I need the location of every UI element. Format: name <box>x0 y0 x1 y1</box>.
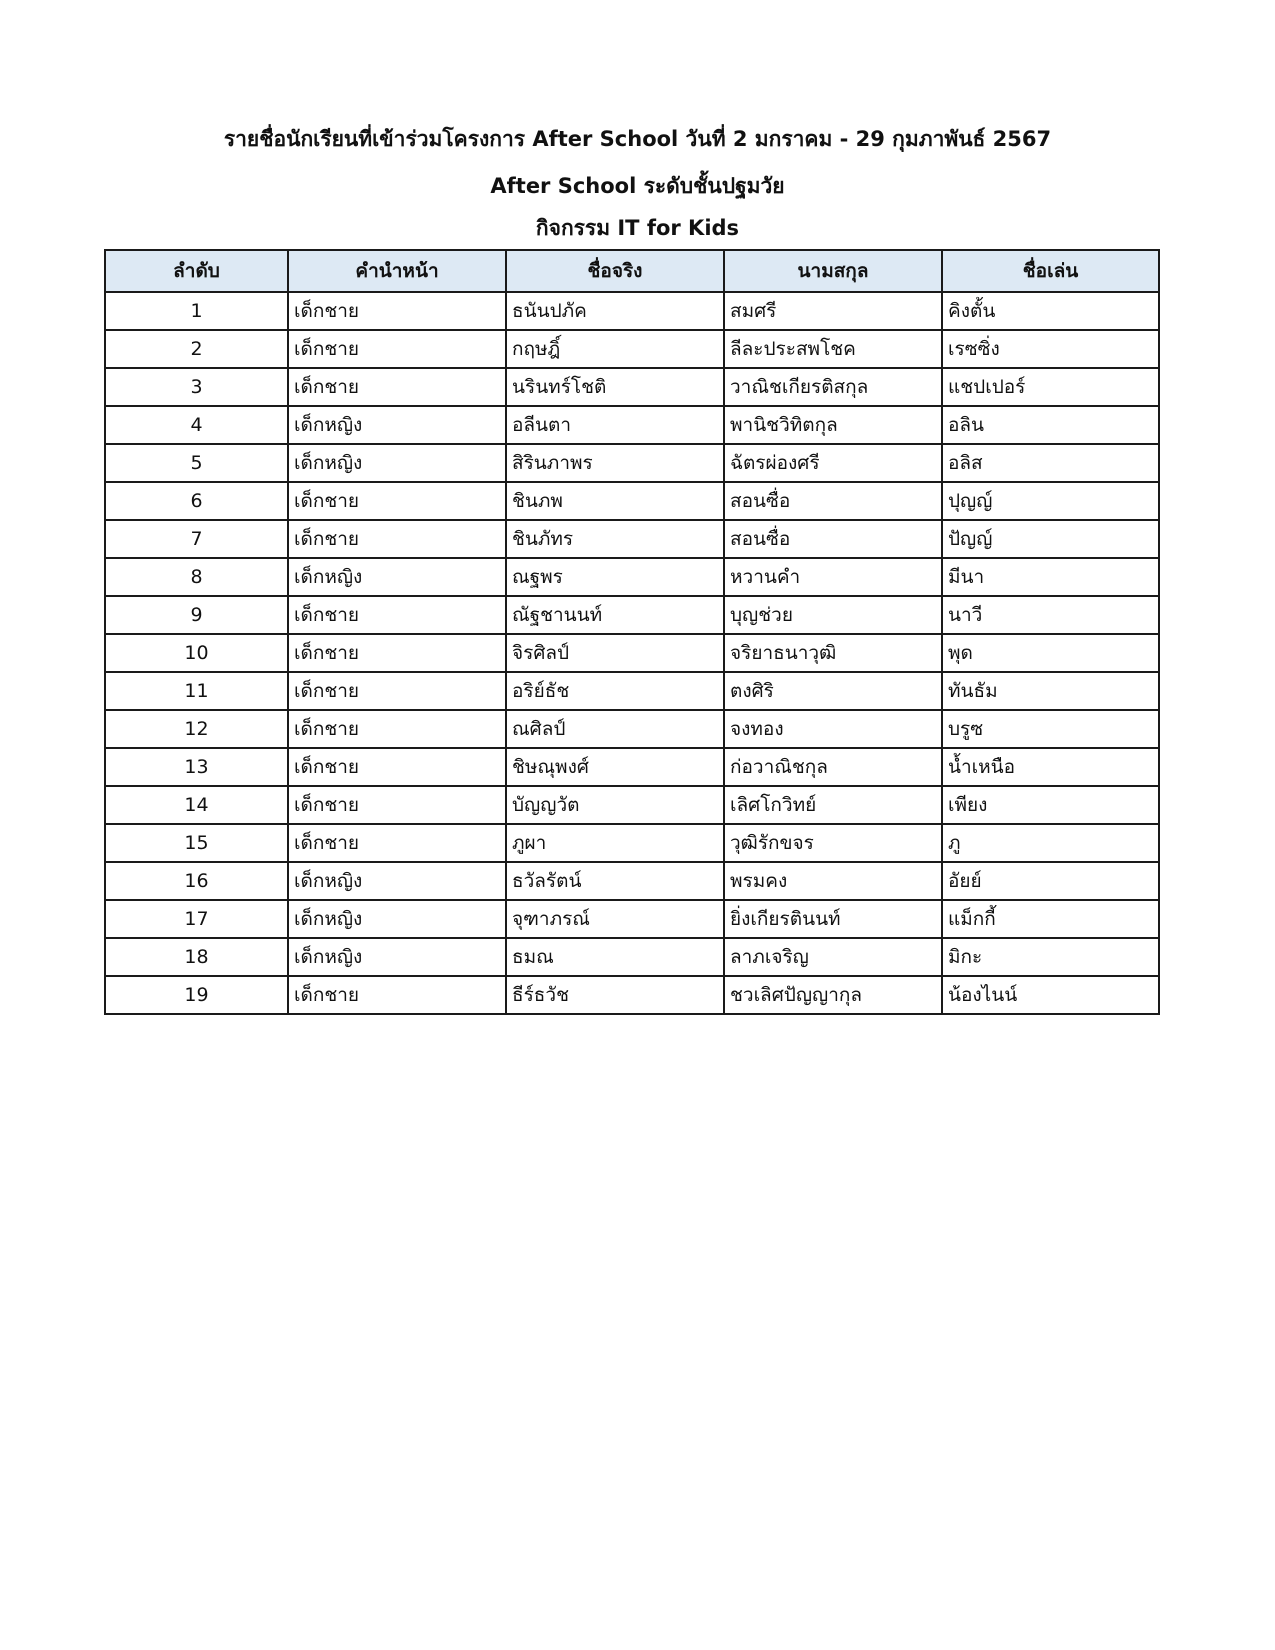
cell-first-name: ณัฐชานนท์ <box>506 596 724 634</box>
cell-number: 1 <box>105 292 288 330</box>
cell-first-name: ธวัลรัตน์ <box>506 862 724 900</box>
cell-number: 2 <box>105 330 288 368</box>
cell-number: 11 <box>105 672 288 710</box>
cell-last-name: วาณิชเกียรติสกุล <box>724 368 942 406</box>
cell-last-name: พานิชวิทิตกุล <box>724 406 942 444</box>
cell-number: 14 <box>105 786 288 824</box>
table-row <box>105 368 1159 406</box>
cell-nickname: อัยย์ <box>942 862 1159 900</box>
cell-last-name: พรมคง <box>724 862 942 900</box>
table-row <box>105 900 1159 938</box>
cell-number: 9 <box>105 596 288 634</box>
cell-prefix: เด็กชาย <box>288 482 506 520</box>
cell-nickname: มีนา <box>942 558 1159 596</box>
cell-nickname: พุด <box>942 634 1159 672</box>
cell-number: 3 <box>105 368 288 406</box>
table-row <box>105 444 1159 482</box>
cell-last-name: ยิ่งเกียรตินนท์ <box>724 900 942 938</box>
table-row <box>105 482 1159 520</box>
cell-prefix: เด็กชาย <box>288 520 506 558</box>
cell-last-name: สอนซื่อ <box>724 482 942 520</box>
cell-prefix: เด็กชาย <box>288 292 506 330</box>
cell-prefix: เด็กหญิง <box>288 900 506 938</box>
column-header-last-name: นามสกุล <box>724 250 942 292</box>
table-row <box>105 786 1159 824</box>
cell-number: 8 <box>105 558 288 596</box>
cell-nickname: บรูซ <box>942 710 1159 748</box>
cell-last-name: สมศรี <box>724 292 942 330</box>
cell-prefix: เด็กชาย <box>288 634 506 672</box>
cell-number: 13 <box>105 748 288 786</box>
cell-prefix: เด็กหญิง <box>288 444 506 482</box>
table-row <box>105 938 1159 976</box>
cell-nickname: น้ำเหนือ <box>942 748 1159 786</box>
table-row <box>105 520 1159 558</box>
cell-last-name: ตงศิริ <box>724 672 942 710</box>
cell-number: 18 <box>105 938 288 976</box>
column-header-first-name: ชื่อจริง <box>506 250 724 292</box>
table-row <box>105 976 1159 1014</box>
column-header-prefix: คำนำหน้า <box>288 250 506 292</box>
cell-number: 17 <box>105 900 288 938</box>
table-body <box>105 292 1159 1014</box>
cell-first-name: ชินภัทร <box>506 520 724 558</box>
table-row <box>105 330 1159 368</box>
cell-nickname: เพียง <box>942 786 1159 824</box>
cell-prefix: เด็กหญิง <box>288 938 506 976</box>
cell-prefix: เด็กชาย <box>288 748 506 786</box>
cell-first-name: บัญญวัต <box>506 786 724 824</box>
cell-number: 10 <box>105 634 288 672</box>
cell-number: 6 <box>105 482 288 520</box>
table-row <box>105 710 1159 748</box>
cell-nickname: ปุญญ์ <box>942 482 1159 520</box>
cell-last-name: ฉัตรผ่องศรี <box>724 444 942 482</box>
cell-last-name: ลีละประสพโชค <box>724 330 942 368</box>
cell-number: 19 <box>105 976 288 1014</box>
table-row <box>105 862 1159 900</box>
cell-number: 12 <box>105 710 288 748</box>
cell-prefix: เด็กหญิง <box>288 862 506 900</box>
cell-nickname: น้องไนน์ <box>942 976 1159 1014</box>
cell-first-name: ธีร์ธวัช <box>506 976 724 1014</box>
cell-prefix: เด็กชาย <box>288 368 506 406</box>
cell-number: 7 <box>105 520 288 558</box>
cell-nickname: แม็กกี้ <box>942 900 1159 938</box>
column-header-nickname: ชื่อเล่น <box>942 250 1159 292</box>
table-header-row <box>105 250 1159 292</box>
table-row <box>105 558 1159 596</box>
cell-last-name: เลิศโกวิทย์ <box>724 786 942 824</box>
cell-number: 15 <box>105 824 288 862</box>
cell-prefix: เด็กชาย <box>288 786 506 824</box>
table-row <box>105 634 1159 672</box>
cell-nickname: อลิน <box>942 406 1159 444</box>
cell-first-name: จุฑาภรณ์ <box>506 900 724 938</box>
cell-first-name: ภูผา <box>506 824 724 862</box>
cell-last-name: หวานคำ <box>724 558 942 596</box>
table-row <box>105 672 1159 710</box>
cell-nickname: ปัญญ์ <box>942 520 1159 558</box>
cell-first-name: ธนันปภัค <box>506 292 724 330</box>
cell-nickname: นาวี <box>942 596 1159 634</box>
cell-number: 16 <box>105 862 288 900</box>
cell-first-name: นรินทร์โชติ <box>506 368 724 406</box>
cell-prefix: เด็กชาย <box>288 710 506 748</box>
cell-nickname: ทันธัม <box>942 672 1159 710</box>
cell-prefix: เด็กชาย <box>288 976 506 1014</box>
column-header-number: ลำดับ <box>105 250 288 292</box>
cell-prefix: เด็กชาย <box>288 596 506 634</box>
page-subtitle-activity: กิจกรรม IT for Kids <box>535 216 740 240</box>
table-row <box>105 824 1159 862</box>
cell-nickname: อลิส <box>942 444 1159 482</box>
table-row <box>105 596 1159 634</box>
cell-last-name: ชวเลิศปัญญากุล <box>724 976 942 1014</box>
cell-prefix: เด็กชาย <box>288 824 506 862</box>
cell-number: 4 <box>105 406 288 444</box>
cell-last-name: ลาภเจริญ <box>724 938 942 976</box>
cell-last-name: วุฒิรักขจร <box>724 824 942 862</box>
cell-first-name: ณศิลป์ <box>506 710 724 748</box>
table-row <box>105 748 1159 786</box>
cell-first-name: อริย์ธัช <box>506 672 724 710</box>
cell-last-name: บุญช่วย <box>724 596 942 634</box>
cell-prefix: เด็กหญิง <box>288 406 506 444</box>
cell-first-name: จิรศิลป์ <box>506 634 724 672</box>
cell-number: 5 <box>105 444 288 482</box>
cell-last-name: ก่อวาณิชกุล <box>724 748 942 786</box>
cell-first-name: ชิษณุพงศ์ <box>506 748 724 786</box>
cell-first-name: อลีนตา <box>506 406 724 444</box>
page-title: รายชื่อนักเรียนที่เข้าร่วมโครงการ After School วันที่ 2 มกราคม - 29 กุมภาพันธ์ 2567 <box>223 127 1052 151</box>
student-roster-table <box>104 249 1160 1015</box>
cell-prefix: เด็กชาย <box>288 672 506 710</box>
cell-prefix: เด็กชาย <box>288 330 506 368</box>
cell-first-name: ธมณ <box>506 938 724 976</box>
cell-nickname: เรซซิ่ง <box>942 330 1159 368</box>
cell-last-name: สอนซื่อ <box>724 520 942 558</box>
page-subtitle-level: After School ระดับชั้นปฐมวัย <box>490 174 785 198</box>
cell-first-name: กฤษฎิ์ <box>506 330 724 368</box>
table-row <box>105 406 1159 444</box>
cell-prefix: เด็กหญิง <box>288 558 506 596</box>
cell-last-name: จริยาธนาวุฒิ <box>724 634 942 672</box>
cell-first-name: ชินภพ <box>506 482 724 520</box>
cell-nickname: ภู <box>942 824 1159 862</box>
cell-last-name: จงทอง <box>724 710 942 748</box>
cell-nickname: มิกะ <box>942 938 1159 976</box>
table-row <box>105 292 1159 330</box>
cell-nickname: แชปเปอร์ <box>942 368 1159 406</box>
cell-first-name: ณฐพร <box>506 558 724 596</box>
cell-nickname: คิงตั้น <box>942 292 1159 330</box>
cell-first-name: สิรินภาพร <box>506 444 724 482</box>
